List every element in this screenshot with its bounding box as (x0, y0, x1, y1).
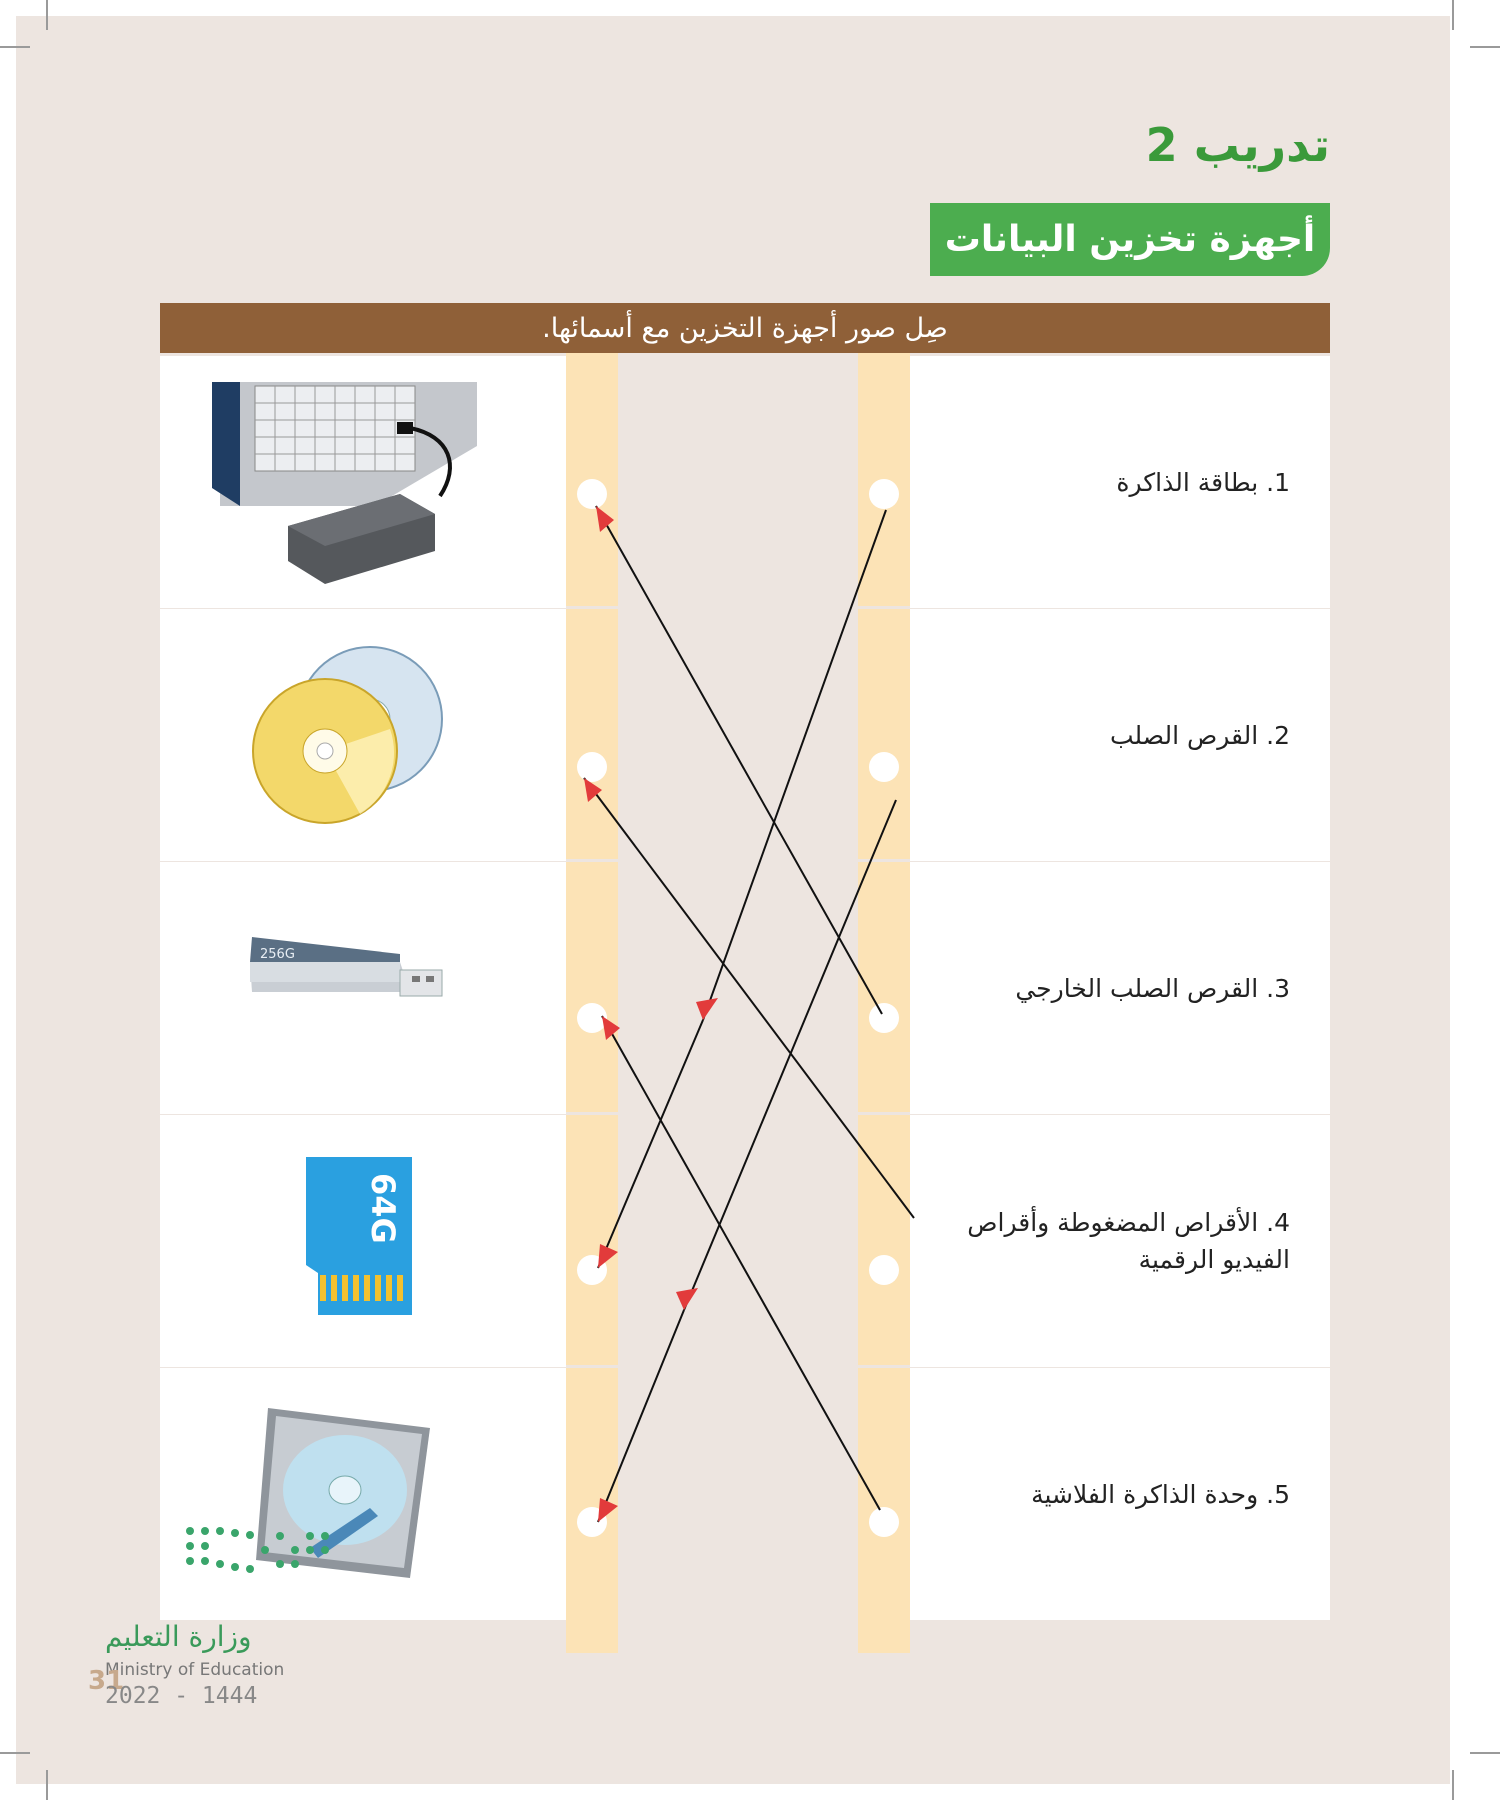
image-dot-4[interactable] (577, 1255, 607, 1285)
strip-divider (858, 606, 910, 609)
name-dot-4[interactable] (869, 1255, 899, 1285)
name-cell (910, 1368, 1330, 1620)
crop-mark (1470, 1752, 1500, 1754)
device-name-1: 1. بطاقة الذاكرة (1116, 467, 1290, 497)
strip-divider (858, 1112, 910, 1115)
image-cell (160, 356, 566, 608)
image-cell (160, 1115, 566, 1367)
topic-banner-text: أجهزة تخزين البيانات (944, 219, 1316, 260)
crop-mark (46, 0, 48, 30)
matching-table (160, 303, 1330, 1653)
image-dot-3[interactable] (577, 1003, 607, 1033)
memory-card-capacity-label: 64G (364, 1173, 402, 1244)
name-cell (910, 862, 1330, 1114)
crop-mark (46, 1770, 48, 1800)
crop-mark (1452, 1770, 1454, 1800)
image-dot-1[interactable] (577, 479, 607, 509)
name-cell (910, 609, 1330, 861)
image-dot-5[interactable] (577, 1507, 607, 1537)
image-cell (160, 862, 566, 1114)
name-cell (910, 1115, 1330, 1367)
memory-card-icon (160, 1115, 566, 1367)
device-name-5: 5. وحدة الذاكرة الفلاشية (1031, 1479, 1290, 1509)
strip-divider (566, 1365, 618, 1368)
exercise-title: تدريب 2 (1145, 118, 1330, 172)
edition-year: 2022 - 1444 (105, 1683, 258, 1709)
usb-flash-drive-icon (160, 862, 566, 1114)
device-name-2: 2. القرص الصلب (1109, 720, 1290, 750)
page-number: 31 (88, 1666, 125, 1696)
strip-divider (566, 606, 618, 609)
external-hard-drive-icon (160, 356, 566, 608)
crop-mark (1470, 46, 1500, 48)
strip-divider (858, 1365, 910, 1368)
name-cell (910, 356, 1330, 608)
crop-mark (0, 46, 30, 48)
name-dot-3[interactable] (869, 1003, 899, 1033)
strip-divider (566, 1112, 618, 1115)
strip-divider (858, 859, 910, 862)
image-cell (160, 609, 566, 861)
cd-dvd-icon (160, 609, 566, 861)
hard-disk-icon (160, 1368, 566, 1620)
image-cell (160, 1368, 566, 1620)
strip-divider (566, 859, 618, 862)
topic-banner (930, 203, 1330, 276)
crop-mark (0, 1752, 30, 1754)
usb-capacity-label: 256G (260, 947, 295, 962)
crop-mark (1452, 0, 1454, 30)
ministry-logo-english: Ministry of Education (105, 1660, 285, 1680)
ministry-logo-arabic: وزارة التعليم (105, 1620, 252, 1653)
image-dot-2[interactable] (577, 752, 607, 782)
device-name-3: 3. القرص الصلب الخارجي (1015, 973, 1290, 1003)
instruction-text: صِل صور أجهزة التخزين مع أسمائها. (542, 312, 948, 344)
table-header (160, 303, 1330, 353)
name-dot-1[interactable] (869, 479, 899, 509)
name-dot-5[interactable] (869, 1507, 899, 1537)
device-name-4: 4. الأقراص المضغوطة وأقراص الفيديو الرقمية (967, 1208, 1290, 1274)
name-dot-2[interactable] (869, 752, 899, 782)
